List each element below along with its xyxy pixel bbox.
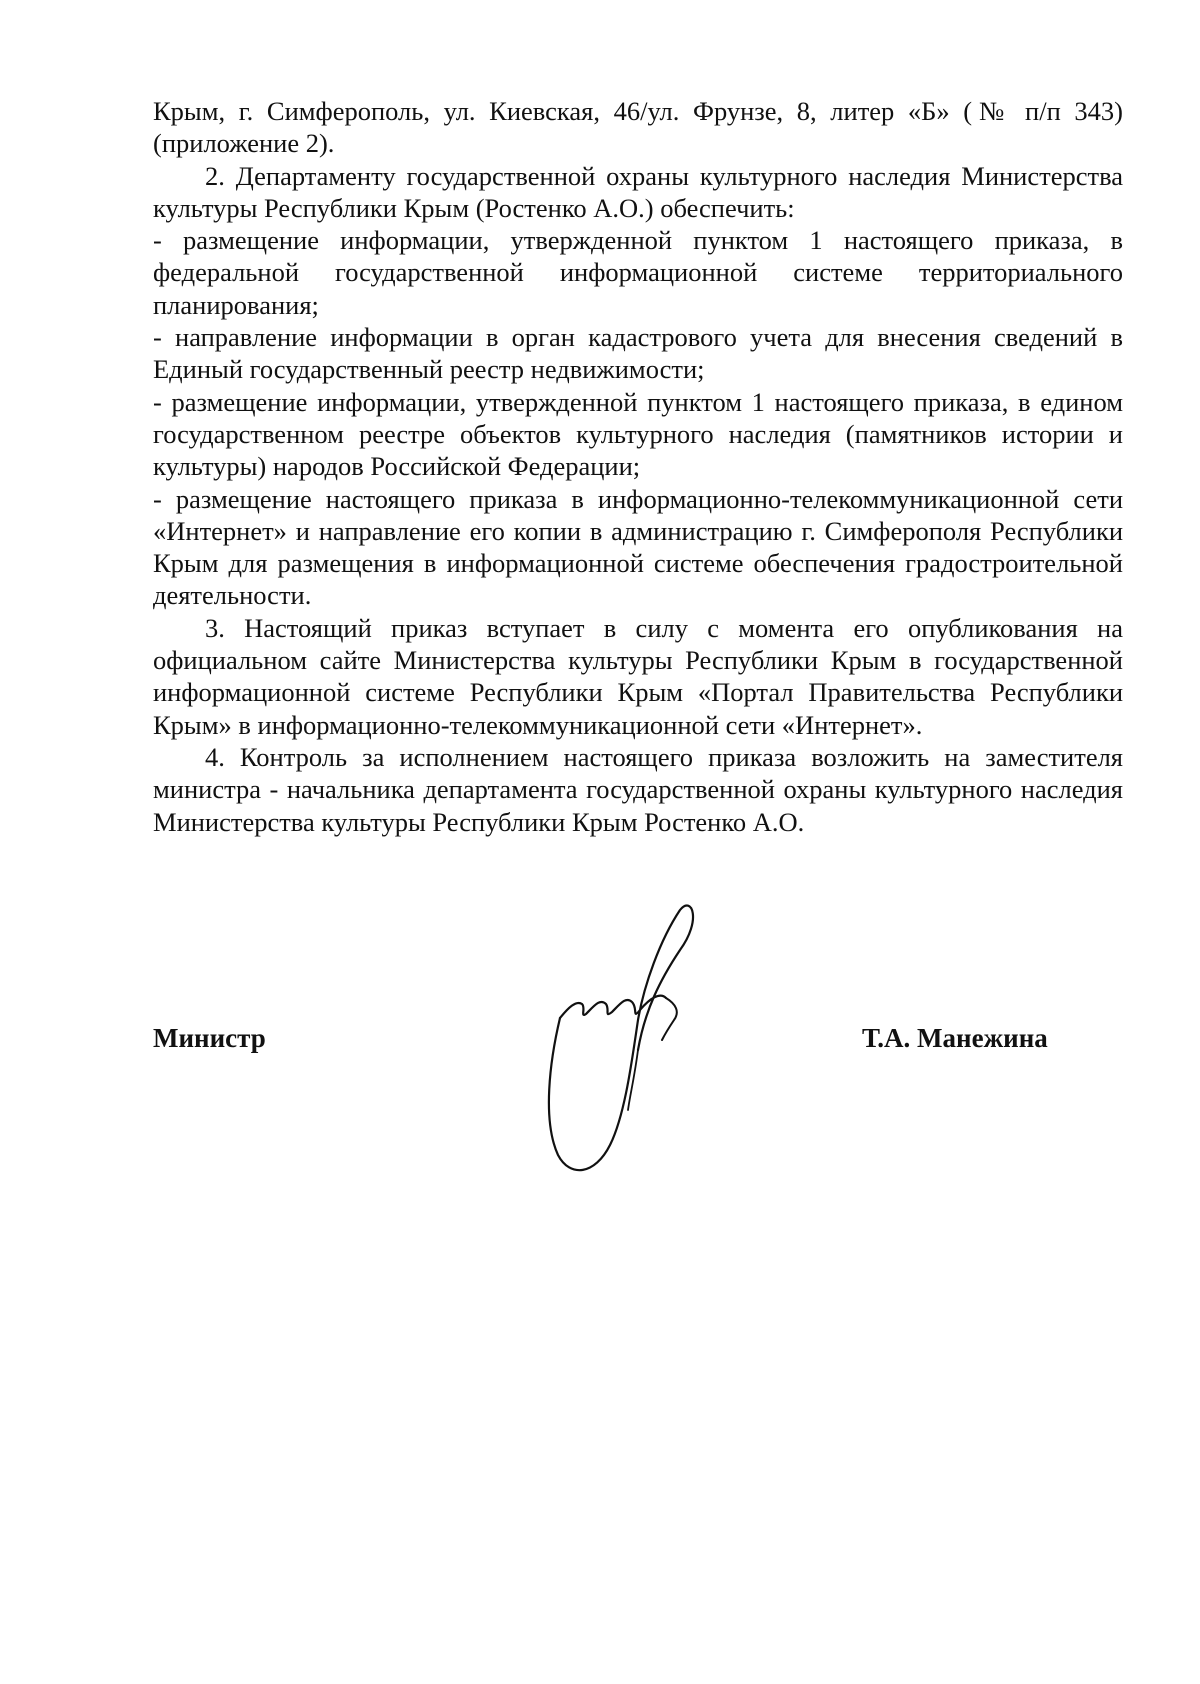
document-body <box>153 95 1123 838</box>
paragraph-item-2-bullet-4: - размещение настоящего приказа в информационно-телекоммуникационной сети «Интернет» и направление его копии в администрацию г. Симферополя Республики Крым для размещения в информационной системе обеспечения градостроительной деятельности. <box>153 483 1123 611</box>
paragraph-address-continuation: Крым, г. Симферополь, ул. Киевская, 46/ул. Фрунзе, 8, литер «Б» (№ п/п 343) (приложение 2). <box>153 96 1123 159</box>
signer-position-title: Министр <box>153 1023 266 1053</box>
paragraph-item-4: 4. Контроль за исполнением настоящего приказа возложить на заместителя министра - начальника департамента государственной охраны культурного наследия Министерства культуры Республики Крым Ростенко А.О. <box>153 741 1123 837</box>
paragraph-item-2-bullet-2: - направление информации в орган кадастрового учета для внесения сведений в Единый государственный реестр недвижимости; <box>153 322 1123 385</box>
paragraph-item-3: 3. Настоящий приказ вступает в силу с момента его опубликования на официальном сайте Министерства культуры Республики Крым в государственной информационной системе Республики Крым «Портал Правительства Республики Крым» в информационно-телекоммуникационной сети «Интернет». <box>153 612 1123 740</box>
paragraph-item-2-bullet-3: - размещение информации, утвержденной пунктом 1 настоящего приказа, в едином государственном реестре объектов культурного наследия (памятников истории и культуры) народов Российской Федерации; <box>153 386 1123 482</box>
handwritten-signature <box>520 900 750 1180</box>
signer-name: Т.А. Манежина <box>862 1023 1048 1053</box>
paragraph-item-2: 2. Департаменту государственной охраны культурного наследия Министерства культуры Республики Крым (Ростенко А.О.) обеспечить: <box>153 160 1123 223</box>
paragraph-item-2-bullet-1: - размещение информации, утвержденной пунктом 1 настоящего приказа, в федеральной государственной информационной системе территориального планирования; <box>153 225 1123 320</box>
